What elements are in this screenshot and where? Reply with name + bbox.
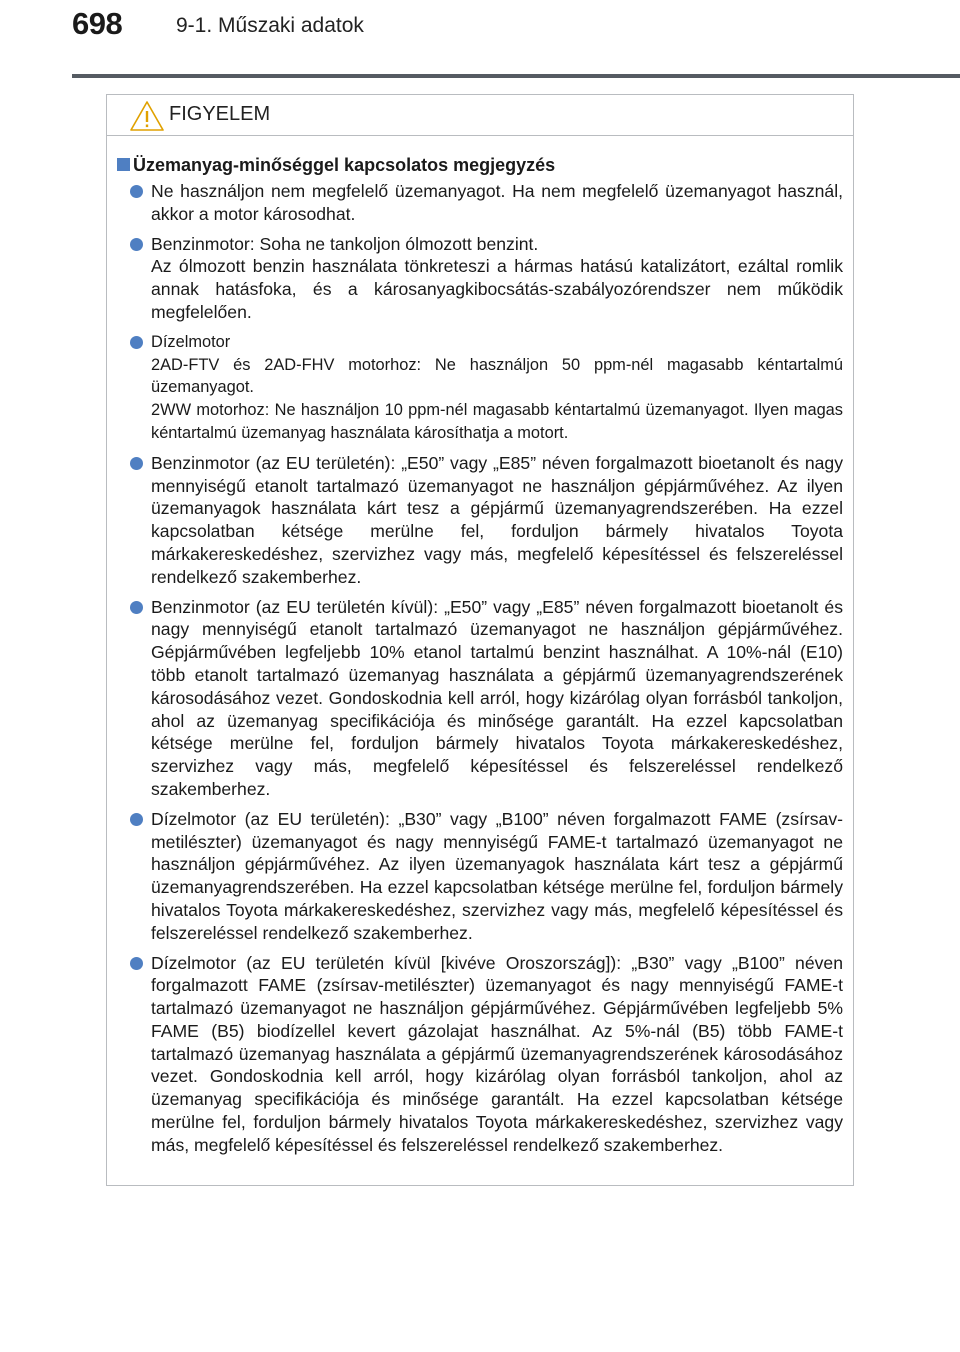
list-item (117, 233, 843, 324)
list-item (117, 596, 843, 801)
list-item-text: Az ólmozott benzin használata tönkreteszi a hármas hatású katalizátort, ezáltal romlik annak hatásfoka, és a károsanyagkibocsátás-szabályozórendszer nem működik megfelelően. (151, 256, 843, 322)
warning-title: FIGYELEM (169, 103, 271, 125)
list-item-text: 2AD-FTV és 2AD-FHV motorhoz: Ne használjon 50 ppm-nél magasabb kéntartalmú üzemanyagot. (151, 355, 843, 397)
warning-box-header (107, 95, 853, 136)
list-item-text: Ne használjon nem megfelelő üzemanyagot. Ha nem megfelelő üzemanyagot használ, akkor a motor károsodhat. (151, 181, 843, 224)
list-item-text: Dízelmotor (az EU területén): „B30” vagy „B100” néven forgalmazott FAME (zsírsav-metilészter) üzemanyagot és nagy mennyiségű FAME-t tartalmazó üzemanyagot ne használjon gépjárművéhez. Az ilyen üzemanyagok használata kárt tesz a gépjármű üzemanyagrendszerében. Ha ezzel kapcsolatban kétsége merülne fel, forduljon bármely hivatalos Toyota márkakereskedéshez, szervizhez vagy más, megfelelő képesítéssel és felszereléssel rendelkező szakemberhez. (151, 808, 843, 943)
list-item (117, 952, 843, 1157)
list-item-text: Benzinmotor (az EU területén kívül): „E50” vagy „E85” néven forgalmazott bioetanolt és nagy mennyiségű etanolt tartalmazó üzemanyagot ne használjon gépjárművéhez. Gépjárművében legfeljebb 10% etanol tartalmú benzint használhat. A 10%-nál (E10) több etanolt tartalmazó üzemanyag használata a gépjármű üzemanyagrendszerének károsodásához vezet. Gondoskodnia kell arról, hogy kizárólag olyan forrásból tankoljon, ahol az üzemanyag specifikációja és minősége garantált. Ha ezzel kapcsolatban kétsége merülne fel, forduljon bármely hivatalos Toyota márkakereskedéshez, szervizhez vagy más, megfelelő képesítéssel és felszereléssel rendelkező szakemberhez. (151, 596, 843, 799)
list-item (117, 808, 843, 945)
list-item-text: Benzinmotor (az EU területén): „E50” vagy „E85” néven forgalmazott bioetanolt és nagy mennyiségű etanolt tartalmazó üzemanyagot ne használjon gépjárművéhez. Az ilyen üzemanyagok használata kárt tesz a gépjármű üzemanyagrendszerében. Ha ezzel kapcsolatban kétsége merülne fel, forduljon bármely hivatalos Toyota márkakereskedéshez, szervizhez vagy más, megfelelő képesítéssel és felszereléssel rendelkező szakemberhez. (151, 452, 843, 587)
bullet-icon (130, 813, 143, 826)
subheading (117, 154, 843, 176)
warning-box-body (107, 136, 853, 1157)
subheading-text: Üzemanyag-minőséggel kapcsolatos megjegyzés (133, 155, 556, 175)
page-number: 698 (72, 6, 123, 41)
list-item (117, 180, 843, 226)
list-item (117, 331, 843, 445)
list-item-text: Benzinmotor: Soha ne tankoljon ólmozott benzint. (151, 233, 539, 254)
bullet-icon (130, 457, 143, 470)
square-bullet-icon (117, 158, 130, 171)
header-rule (72, 74, 960, 78)
bullet-icon (130, 601, 143, 614)
list-item (117, 452, 843, 589)
list-item-text: Dízelmotor (151, 332, 231, 351)
list-item-text: 2WW motorhoz: Ne használjon 10 ppm-nél magasabb kéntartalmú üzemanyagot. Ilyen magas kéntartalmú üzemanyag használata károsíthatja a motort. (151, 401, 843, 442)
warning-triangle-icon (129, 100, 165, 132)
list-item-text: Dízelmotor (az EU területén kívül [kivéve Oroszország]): „B30” vagy „B100” néven forgalmazott FAME (zsírsav-metilészter) üzemanyagot és nagy mennyiségű FAME-t tartalmazó üzemanyagot ne használjon gépjárművéhez. Gépjárművében legfeljebb 5% FAME (B5) biodízellel kevert gázolajat használhat. Az 5%-nál (B5) több FAME-t tartalmazó üzemanyag használata a gépjármű üzemanyagrendszerének károsodásához vezet. Gondoskodnia kell arról, hogy kizárólag olyan forrásból tankoljon, ahol az üzemanyag specifikációja és minősége garantált. Ha ezzel kapcsolatban kétsége merülne fel, forduljon bármely hivatalos Toyota márkakereskedéshez, szervizhez vagy más, megfelelő képesítéssel és felszereléssel rendelkező szakemberhez. (151, 952, 843, 1155)
bullet-icon (130, 185, 143, 198)
bullet-icon (130, 336, 143, 349)
page-header (0, 0, 960, 82)
warning-box (106, 94, 854, 1186)
bullet-icon (130, 238, 143, 251)
bullet-icon (130, 957, 143, 970)
section-title: 9-1. Műszaki adatok (176, 14, 364, 37)
